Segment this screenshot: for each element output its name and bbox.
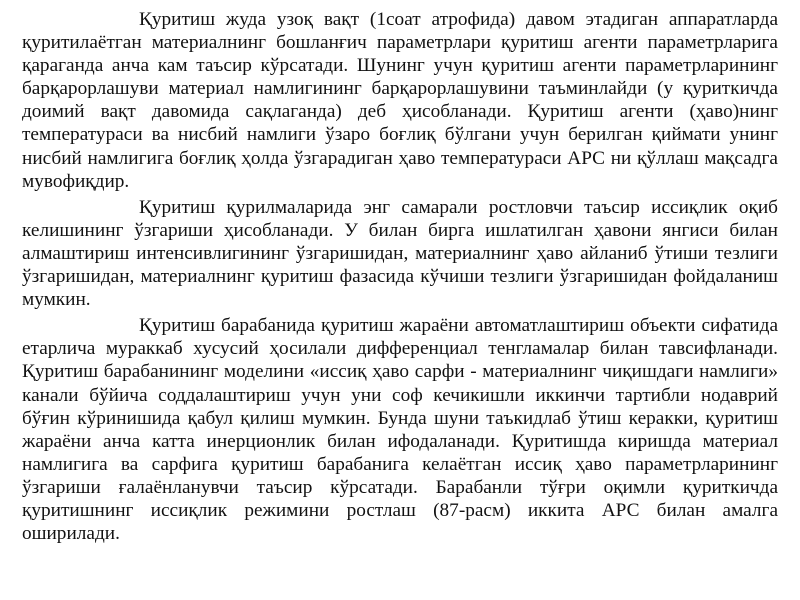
paragraph-2: Қуритиш қурилмаларида энг самарали ростловчи таъсир иссиқлик оқиб келишининг ўзгариши ҳисобланади. У билан бирга ишлатилган ҳавони янгиси билан алмаштириш интенсивлигининг ўзгаришидан, материалнинг ҳаво айланиб ўтиши тезлиги ўзгаришидан, материалнинг қуритиш фазасида кўчиши тезлиги ўзгаришидан фойдаланиш мумкин. (22, 196, 778, 311)
paragraph-1: Қуритиш жуда узоқ вақт (1соат атрофида) давом этадиган аппаратларда қуритилаётган материалнинг бошланғич параметрлари қуритиш агенти параметрларига қараганда анча кам таъсир кўрсатади. Шунинг учун қуритиш агенти параметрларининг барқарорлашуви материал намлигининг барқарорлашувини таъминлайди (у қуриткичда доимий вақт давомида сақлаганда) деб ҳисобланади. Қуритиш агенти (ҳаво)нинг температураси ва нисбий намлиги ўзаро боғлиқ бўлгани учун берилган қиймати унинг нисбий намлигига боғлиқ ҳолда ўзгарадиган ҳаво температураси АРС ни қўллаш мақсадга мувофиқдир. (22, 9, 778, 192)
paragraph-3: Қуритиш барабанида қуритиш жараёни автоматлаштириш объекти сифатида етарлича мураккаб хусусий ҳосилали дифференциал тенгламалар билан тавсифланади. Қуритиш барабанининг моделини «иссиқ ҳаво сарфи - материалнинг чиқишдаги намлиги» канали бўйича соддалаштириш учун уни соф кечикишли иккинчи тартибли нодаврий бўғин кўринишида қабул қилиш мумкин. Бунда шуни таъкидлаб ўтиш керакки, қуритиш жараёни анча катта инерционлик билан ифодаланади. Қуритишда киришда материал намлигига ва сарфига қуритиш барабанига келаётган иссиқ ҳаво параметрларининг ўзгариши ғалаёнланувчи таъсир кўрсатади. Барабанли тўғри оқимли қуриткичда қуритишнинг иссиқлик режимини ростлаш (87-расм) иккита АРС билан амалга оширилади. (22, 315, 778, 545)
